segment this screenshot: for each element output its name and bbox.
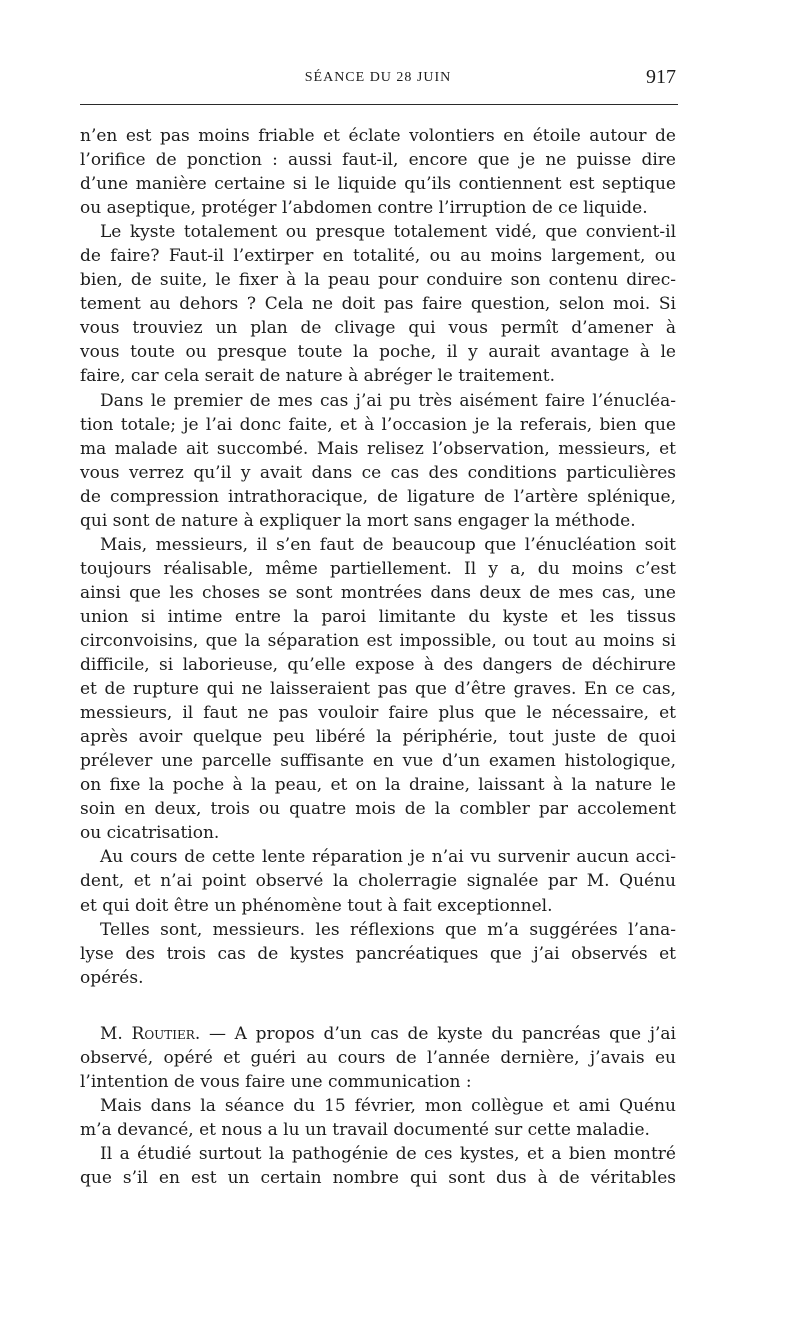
text-line: Mais, messieurs, il s’en faut de beaucoup que l’énucléation soit [100, 534, 676, 555]
text-line: ou cicatrisation. [80, 823, 220, 844]
text-line: on fixe la poche à la peau, et on la draine, laissant à la nature le [80, 775, 676, 796]
text-line: circonvoisins, que la séparation est impossible, ou tout au moins si [80, 630, 676, 651]
text-line: observé, opéré et guéri au cours de l’année dernière, j’avais eu [80, 1047, 676, 1068]
speaker-line-rest: — A propos d’un cas de kyste du pancréas que j’ai [200, 1023, 676, 1044]
text-line: après avoir quelque peu libéré la périphérie, tout juste de quoi [80, 727, 676, 748]
page-number: 917 [646, 66, 676, 88]
text-line: toujours réalisable, même partiellement. Il y a, du moins c’est [80, 558, 676, 579]
page-body [80, 124, 676, 1190]
text-line: ou aseptique, protéger l’abdomen contre l’irruption de ce liquide. [80, 198, 648, 219]
text-line: vous toute ou presque toute la poche, il y aurait avantage à le [80, 342, 676, 363]
text-line: dent, et n’ai point observé la cholerragie signalée par M. Quénu [80, 871, 676, 892]
text-line: Il a étudié surtout la pathogénie de ces kystes, et a bien montré [100, 1143, 676, 1164]
text-line: Telles sont, messieurs. les réflexions que m’a suggérées l’ana- [100, 919, 676, 940]
text-line: n’en est pas moins friable et éclate volontiers en étoile autour de [80, 126, 676, 146]
text-line: m’a devancé, et nous a lu un travail documenté sur cette maladie. [80, 1119, 650, 1140]
text-line: faire, car cela serait de nature à abréger le traitement. [80, 366, 556, 387]
text-line: vous trouviez un plan de clivage qui vous permît d’amener à [80, 318, 676, 339]
text-line: d’une manière certaine si le liquide qu’ils contiennent est septique [80, 174, 676, 195]
text-line: Dans le premier de mes cas j’ai pu très aisément faire l’énucléa- [100, 390, 676, 411]
text-line: Mais dans la séance du 15 février, mon collègue et ami Quénu [100, 1095, 676, 1116]
text-line: ma malade ait succombé. Mais relisez l’observation, messieurs, et [80, 438, 676, 459]
text-line: soin en deux, trois ou quatre mois de la combler par accolement [80, 799, 676, 820]
text-line: vous verrez qu’il y avait dans ce cas des conditions particulières [80, 462, 676, 483]
section-gap [80, 990, 676, 1022]
text-line: opérés. [80, 967, 144, 988]
running-header [80, 66, 676, 90]
header-rule [80, 104, 678, 105]
text-line: l’orifice de ponction : aussi faut-il, encore que je ne puisse dire [80, 150, 676, 171]
text-line: prélever une parcelle suffisante en vue d’un examen histologique, [80, 751, 676, 772]
text-line: tement au dehors ? Cela ne doit pas faire question, selon moi. Si [80, 294, 676, 315]
text-line: que s’il en est un certain nombre qui sont dus à de véritables [80, 1167, 676, 1188]
text-line: de compression intrathoracique, de ligature de l’artère splénique, [80, 486, 676, 507]
text-line: Au cours de cette lente réparation je n’ai vu survenir aucun acci- [100, 847, 676, 868]
text-line: et qui doit être un phénomène tout à fait exceptionnel. [80, 895, 553, 916]
text-line: union si intime entre la paroi limitante du kyste et les tissus [80, 606, 676, 627]
speaker-name: Routier. [131, 1023, 201, 1044]
text-line: de faire? Faut-il l’extirper en totalité, ou au moins largement, ou [80, 246, 676, 267]
text-line: Le kyste totalement ou presque totalement vidé, que convient-il [100, 222, 676, 243]
text-line: et de rupture qui ne laisseraient pas que d’être graves. En ce cas, [80, 679, 676, 700]
text-line: l’intention de vous faire une communication : [80, 1071, 472, 1092]
running-title: SÉANCE DU 28 JUIN [304, 70, 452, 85]
speaker-line [80, 1022, 676, 1046]
text-line: bien, de suite, le fixer à la peau pour conduire son contenu direc- [80, 270, 676, 291]
text-line: qui sont de nature à expliquer la mort sans engager la méthode. [80, 510, 636, 531]
text-line: messieurs, il faut ne pas vouloir faire plus que le nécessaire, et [80, 703, 676, 724]
text-line: difficile, si laborieuse, qu’elle expose à des dangers de déchirure [80, 655, 676, 676]
speaker-prefix: M. [100, 1023, 132, 1044]
text-line: tion totale; je l’ai donc faite, et à l’occasion je la referais, bien que [80, 414, 676, 435]
text-line: lyse des trois cas de kystes pancréatiques que j’ai observés et [80, 943, 676, 964]
text-line: ainsi que les choses se sont montrées dans deux de mes cas, une [80, 582, 676, 603]
